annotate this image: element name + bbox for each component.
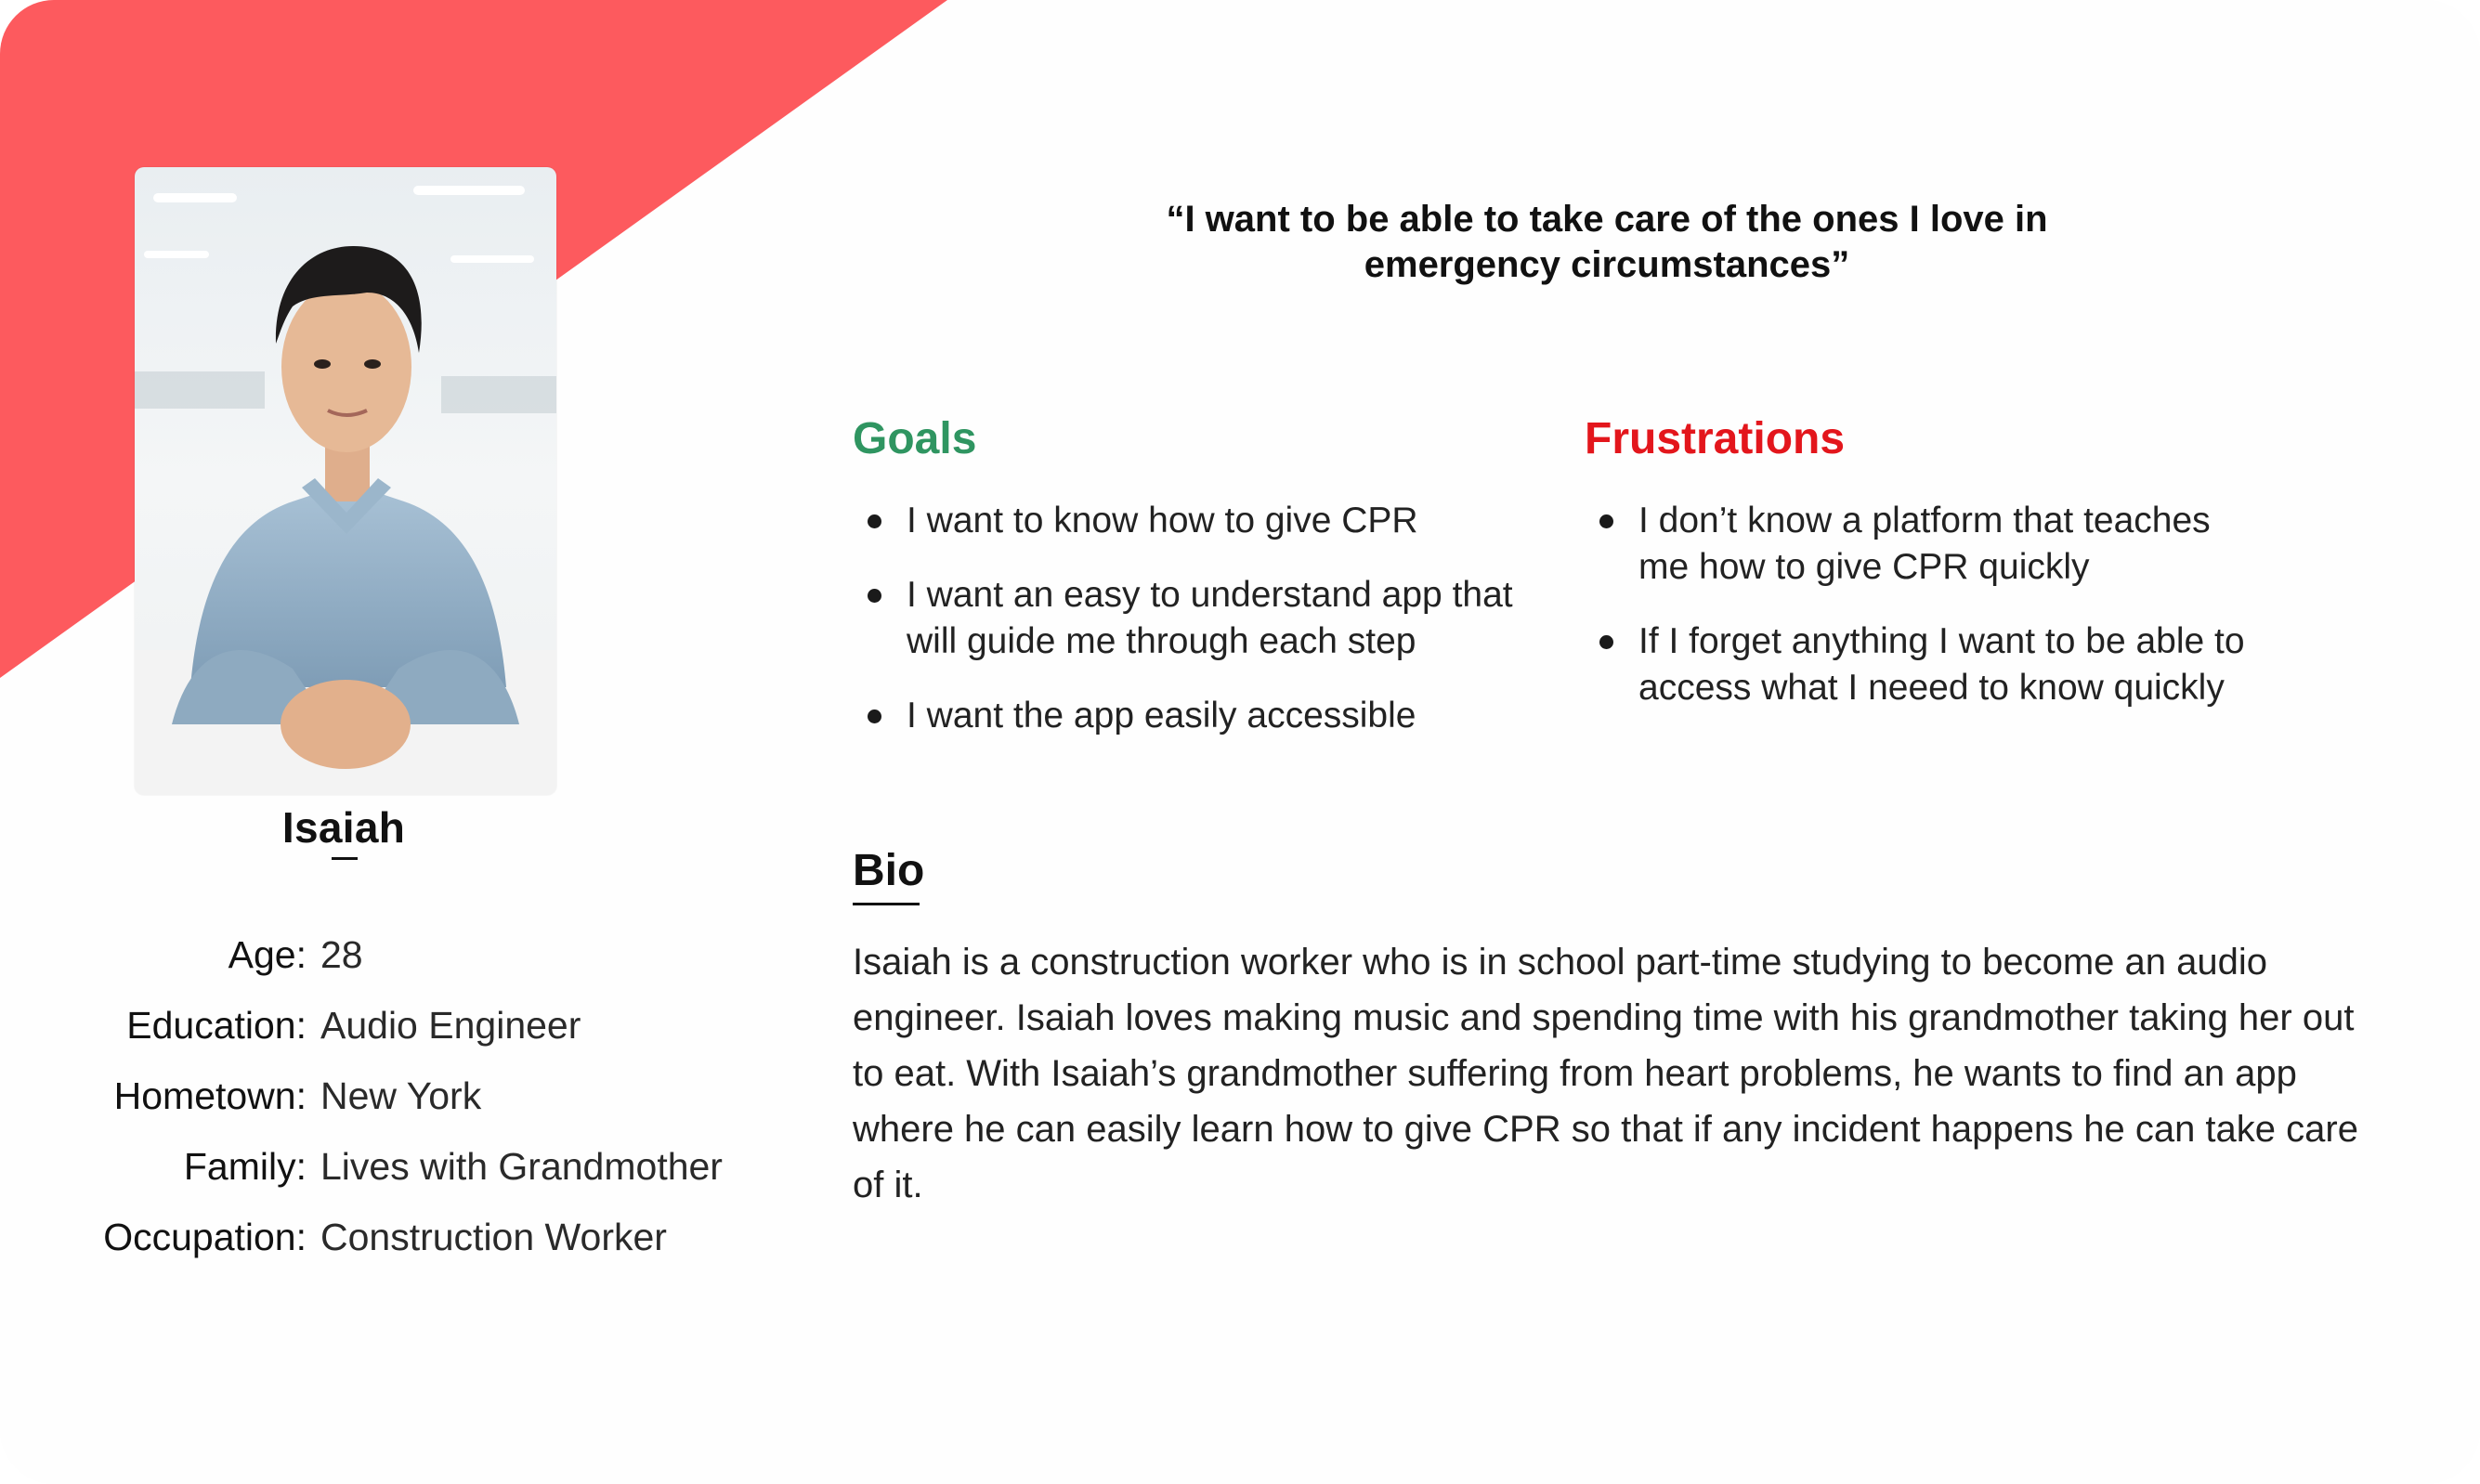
detail-value: Construction Worker (320, 1216, 667, 1258)
detail-label: Occupation: (103, 1216, 307, 1258)
frustration-text: I don’t know a platform that teaches me how to give CPR quickly (1638, 501, 2211, 587)
portrait-photo-icon (135, 167, 556, 795)
bullet-icon (868, 514, 881, 528)
goal-text: I want an easy to understand app that will guide me through each step (907, 575, 1513, 661)
list-item (864, 498, 1533, 544)
goals-list (864, 498, 1533, 767)
bullet-icon (868, 589, 881, 603)
bullet-icon (868, 709, 881, 723)
frustrations-list (1596, 498, 2265, 739)
detail-row-education (56, 1004, 723, 1074)
persona-photo (135, 167, 556, 795)
detail-row-occupation (56, 1216, 723, 1286)
bullet-icon (1599, 635, 1613, 649)
detail-value: New York (320, 1074, 482, 1117)
detail-label: Education: (126, 1004, 307, 1047)
detail-value: 28 (320, 933, 363, 976)
detail-label: Family: (183, 1145, 307, 1188)
list-item (1596, 498, 2265, 591)
list-item (864, 572, 1533, 665)
bullet-icon (1599, 514, 1613, 528)
detail-row-family (56, 1145, 723, 1216)
detail-row-hometown (56, 1074, 723, 1145)
persona-details (56, 933, 723, 1286)
detail-value: Lives with Grandmother (320, 1145, 723, 1188)
persona-quote: “I want to be able to take care of the ones I love in emergency circumstances” (1166, 199, 2048, 285)
goals-heading: Goals (853, 414, 977, 463)
frustrations-heading: Frustrations (1585, 414, 1846, 463)
frustration-text: If I forget anything I want to be able to access what I neeed to know quickly (1638, 621, 2245, 708)
bio-text: Isaiah is a construction worker who is in school part-time studying to become an audio engineer. Isaiah loves making music and spending time with his grandmother taking her out to eat. With Isaiah’s grandmother suffering from heart problems, he wants to find an app where he can easily learn how to give CPR so that if any incident happens he can take care of it. (853, 942, 2358, 1205)
bio-heading: Bio (853, 846, 925, 895)
list-item (864, 693, 1533, 739)
detail-row-age (56, 933, 723, 1004)
goal-text: I want the app easily accessible (907, 696, 1416, 735)
persona-name: Isaiah (281, 803, 406, 852)
goal-text: I want to know how to give CPR (907, 501, 1418, 540)
bio-underline (853, 903, 920, 905)
detail-value: Audio Engineer (320, 1004, 581, 1047)
detail-label: Age: (228, 933, 307, 976)
detail-label: Hometown: (113, 1074, 307, 1117)
list-item (1596, 618, 2265, 711)
name-underline (332, 857, 358, 860)
